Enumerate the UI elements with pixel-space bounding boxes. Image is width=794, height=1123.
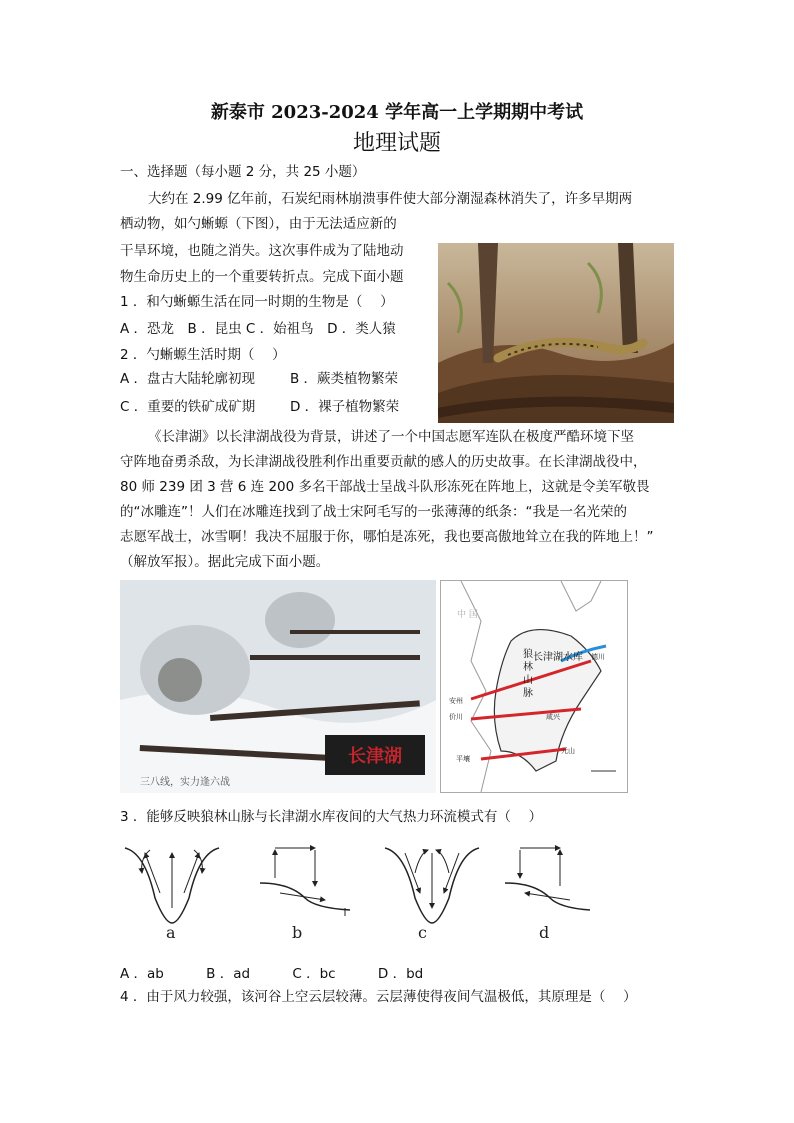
q2-option-b: B ．蕨类植物繁荣 [290,371,399,387]
passage2-line-1: 《长津湖》以长津湖战役为背景，讲述了一个中国志愿军连队在极度严酷环境下坚 [148,429,634,445]
q1-options: A ．恐龙 B ．昆虫 C ．始祖鸟 D ．类人猿 [120,321,396,337]
map-city-4: 咸兴 [546,713,560,721]
diagram-label-d: d [539,923,550,942]
diagram-d [505,848,590,910]
passage2-line-3: 80 师 239 团 3 营 6 连 200 多名干部战士呈战斗队形冻死在阵地上，这就是令美军敬畏 [120,479,650,495]
changjin-map [440,580,628,793]
q2-option-d: D ．裸子植物繁荣 [290,399,400,415]
diagram-c [385,848,479,923]
diagram-a [125,848,219,923]
passage2-line-4: 的“冰雕连”！人们在冰雕连找到了战士宋阿毛写的一张薄薄的纸条：“我是一名光荣的 [120,504,627,520]
map-city-5: 元山 [561,747,575,755]
exam-subtitle: 地理试题 [352,131,441,156]
q1-stem: 1 ．和勺蜥螈生活在同一时期的生物是（ ） [120,294,394,310]
map-city-2: 价川 [449,713,463,721]
diagram-label-a: a [166,923,176,942]
q3-stem: 3 ．能够反映狼林山脉与长津湖水库夜间的大气热力环流模式有（ ） [120,809,543,825]
passage1-line-4: 物生命历史上的一个重要转折点。完成下面小题 [120,269,404,285]
map-mountain-char-1: 狼 [523,649,533,660]
amphibian-illustration [438,243,674,423]
exam-title: 新泰市 2023-2024 学年高一上学期期中考试 [210,102,584,123]
map-reservoir-label: 长津湖水库 [533,652,583,663]
passage2-line-5: 志愿军战士，冰雪啊！我决不屈服于你，哪怕是冻死，我也要高傲地耸立在我的阵地上！” [120,529,654,545]
film-caption: 三八线，实力逢六战 [140,777,230,788]
q3-option-a: A ．ab [120,966,164,982]
q3-option-b: B ．ad [206,966,251,982]
map-mountain-char-3: 山 [523,675,533,686]
circulation-diagrams [120,838,590,948]
q3-option-d: D ．bd [377,966,424,982]
q2-stem: 2 ．勺蜥螈生活时期（ ） [120,347,286,363]
diagram-b [260,848,350,916]
passage1-line-1: 大约在 2.99 亿年前，石炭纪雨林崩溃事件使大部分潮湿森林消失了，许多早期两 [148,191,633,207]
diagram-label-b: b [292,923,303,942]
map-city-3: 平壤 [456,755,470,763]
q2-option-a: A ．盘古大陆轮廓初现 [120,371,256,387]
map-city-6: 德川 [591,653,605,661]
map-mountain-char-2: 林 [523,662,533,673]
q2-option-c: C ．重要的铁矿成矿期 [120,399,256,415]
film-logo-text: 长津湖 [348,746,402,767]
passage1-line-3: 干旱环境，也随之消失。这次事件成为了陆地动 [120,243,404,259]
map-mountain-char-4: 脉 [523,688,533,699]
diagram-label-c: c [418,923,427,942]
q3-option-c: C ．bc [292,966,336,982]
passage1-line-2: 栖动物，如勺蜥螈（下图），由于无法适应新的 [120,216,397,232]
q4-stem: 4 ．由于风力较强，该河谷上空云层较薄。云层薄使得夜间气温极低，其原理是（ ） [120,989,637,1005]
section-heading: 一、选择题（每小题 2 分，共 25 小题） [120,164,366,180]
map-country-label: 中 国 [457,610,478,620]
passage2-line-6: （解放军报）。据此完成下面小题。 [120,554,330,570]
passage2-line-2: 守阵地奋勇杀敌，为长津湖战役胜利作出重要贡献的感人的历史故事。在长津湖战役中， [120,454,647,470]
map-city-1: 安州 [449,697,463,705]
q3-options [120,962,461,982]
film-still-image [120,580,436,793]
